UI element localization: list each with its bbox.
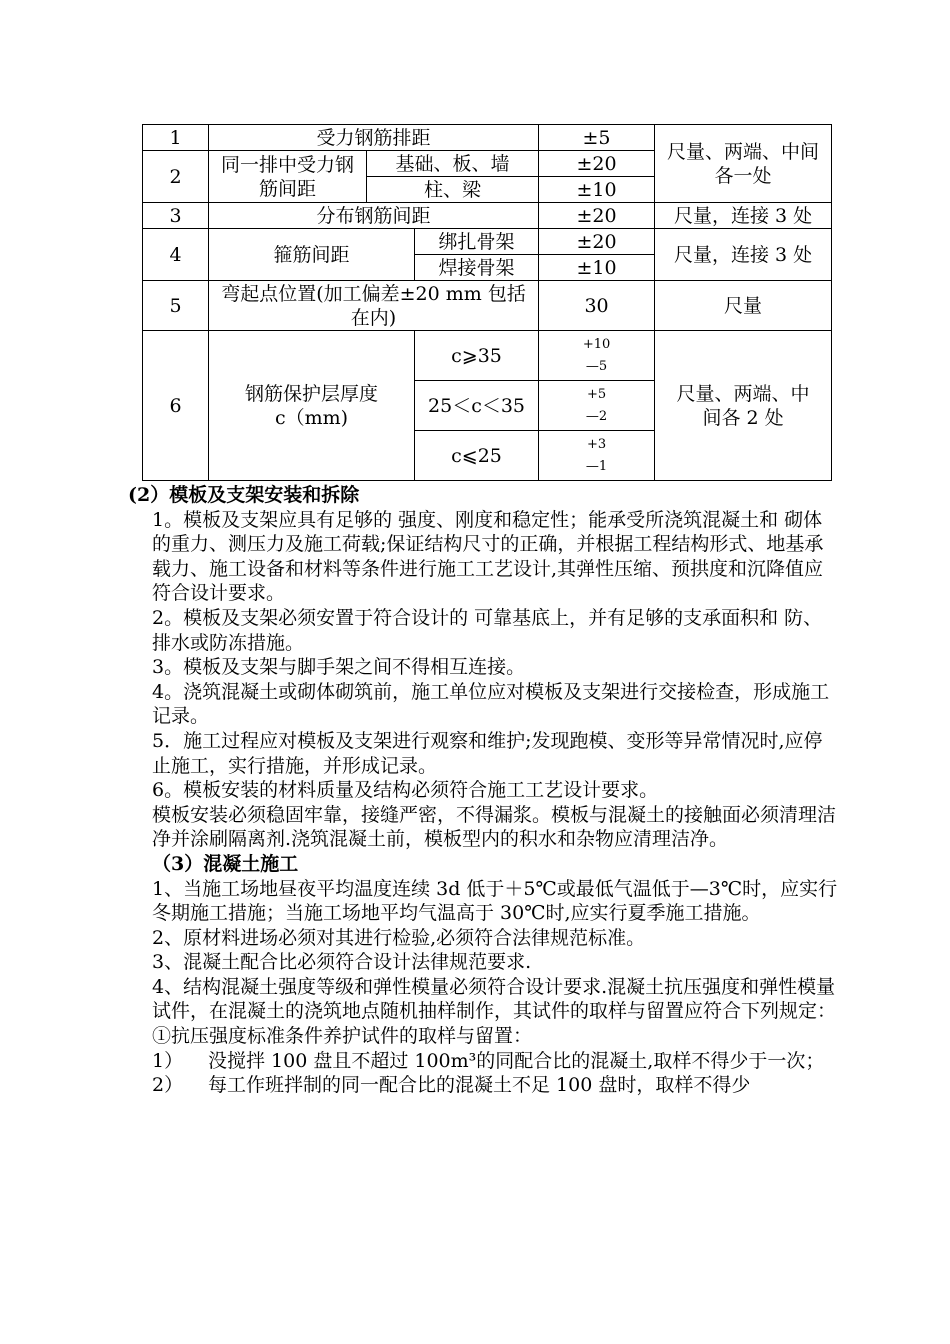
row4-item: 箍筋间距	[209, 229, 415, 281]
list-item-2	[128, 1073, 838, 1098]
row1-tolerance: ±5	[539, 125, 655, 151]
row4-no: 4	[143, 229, 209, 281]
section3-para5: ①抗压强度标准条件养护试件的取样与留置：	[152, 1025, 533, 1048]
list-item-1-number: 1）	[152, 1049, 184, 1072]
row3-no: 3	[143, 203, 209, 229]
row2-sub2: 柱、梁	[367, 177, 539, 203]
row6-method: 尺量、两端、中间各 2 处	[655, 331, 832, 481]
row6-tolerance3-lower: —1	[585, 458, 608, 474]
row4-tolerance1: ±20	[539, 229, 655, 255]
section3-para2: 2、原材料进场必须对其进行检验,必须符合法律规范标准。	[152, 926, 646, 949]
section2-para2: 2。模板及支架必须安置于符合设计的 可靠基底上，并有足够的支承面积和 防、排水或防冻措施。	[152, 606, 823, 654]
row2-sub1: 基础、板、墙	[367, 151, 539, 177]
row6-sub3: c⩽25	[415, 431, 539, 481]
row6-tolerance1	[539, 331, 655, 381]
row3-tolerance: ±20	[539, 203, 655, 229]
section2-para5: 5．施工过程应对模板及支架进行观察和维护;发现跑模、变形等异常情况时,应停止施工，实行措施，并形成记录。	[152, 729, 823, 777]
row5-method: 尺量	[655, 281, 832, 331]
row6-tolerance3-upper: +3	[586, 436, 607, 452]
section3-heading: （3）混凝土施工	[152, 852, 299, 875]
row6-sub1: c⩾35	[415, 331, 539, 381]
row6-tolerance3	[539, 431, 655, 481]
row5-tolerance: 30	[539, 281, 655, 331]
row5-no: 5	[143, 281, 209, 331]
row6-tolerance2-lower: —2	[585, 408, 608, 424]
row3-item: 分布钢筋间距	[209, 203, 539, 229]
section2-heading: (2）模板及支架安装和拆除	[128, 484, 360, 506]
row4-sub1: 绑扎骨架	[415, 229, 539, 255]
list-item-2-text: 每工作班拌制的同一配合比的混凝土不足 100 盘时，取样不得少	[208, 1074, 751, 1097]
row1-2-method: 尺量、两端、中间各一处	[655, 125, 832, 203]
row6-no: 6	[143, 331, 209, 481]
row6-item-line1: 钢筋保护层厚度	[244, 382, 378, 405]
row3-method: 尺量，连接 3 处	[655, 203, 832, 229]
section2-para7: 模板安装必须稳固牢靠，接缝严密，不得漏浆。模板与混凝土的接触面必须清理洁净并涂刷隔离剂.浇筑混凝土前，模板型内的积水和杂物应清理洁净。	[152, 803, 837, 851]
list-item-1-text: 没搅拌 100 盘且不超过 100m³的同配合比的混凝土,取样不得少于一次；	[208, 1049, 825, 1072]
row4-sub2: 焊接骨架	[415, 255, 539, 281]
section2-para6: 6。模板安装的材料质量及结构必须符合施工工艺设计要求。	[152, 779, 659, 802]
row4-tolerance2: ±10	[539, 255, 655, 281]
section2-para4: 4。浇筑混凝土或砌体砌筑前，施工单位应对模板及支架进行交接检查，形成施工记录。	[152, 680, 830, 728]
section3-para4: 4、结构混凝土强度等级和弹性模量必须符合设计要求.混凝土抗压强度和弹性模量试件，在混凝土的浇筑地点随机抽样制作，其试件的取样与留置应符合下列规定：	[152, 975, 837, 1023]
row1-item: 受力钢筋排距	[209, 125, 539, 151]
row6-tolerance2	[539, 381, 655, 431]
row2-no: 2	[143, 151, 209, 203]
row1-no: 1	[143, 125, 209, 151]
section2-para3: 3。模板及支架与脚手架之间不得相互连接。	[152, 656, 526, 679]
row2-tolerance2: ±10	[539, 177, 655, 203]
row6-item	[209, 331, 415, 481]
row5-item: 弯起点位置(加工偏差±20 mm 包括在内)	[209, 281, 539, 331]
row4-method: 尺量，连接 3 处	[655, 229, 832, 281]
row6-tolerance2-upper: +5	[586, 386, 607, 402]
section3-para3: 3、混凝土配合比必须符合设计法律规范要求.	[152, 951, 532, 974]
row2-item: 同一排中受力钢筋间距	[209, 151, 367, 203]
row6-tolerance1-upper: +10	[582, 336, 611, 352]
body-text	[128, 483, 838, 1098]
row6-tolerance1-lower: —5	[585, 358, 608, 374]
tolerance-table	[142, 124, 832, 481]
section3-para1: 1、当施工场地昼夜平均温度连续 3d 低于＋5℃或最低气温低于—3℃时，应实行冬期施工措施；当施工场地平均气温高于 30℃时,应实行夏季施工措施。	[152, 877, 838, 925]
row6-sub2: 25＜c＜35	[415, 381, 539, 431]
list-item-2-number: 2）	[152, 1074, 184, 1097]
list-item-1	[128, 1049, 838, 1074]
row6-item-line2: c（mm)	[274, 406, 349, 429]
section2-para1: 1。模板及支架应具有足够的 强度、刚度和稳定性；能承受所浇筑混凝土和 砌体的重力、测压力及施工荷载;保证结构尺寸的正确，并根据工程结构形式、地基承载力、施工设备和材料等条件进行施工工艺设计,其弹性压缩、预拱度和沉降值应符合设计要求。	[152, 508, 824, 605]
row2-tolerance1: ±20	[539, 151, 655, 177]
